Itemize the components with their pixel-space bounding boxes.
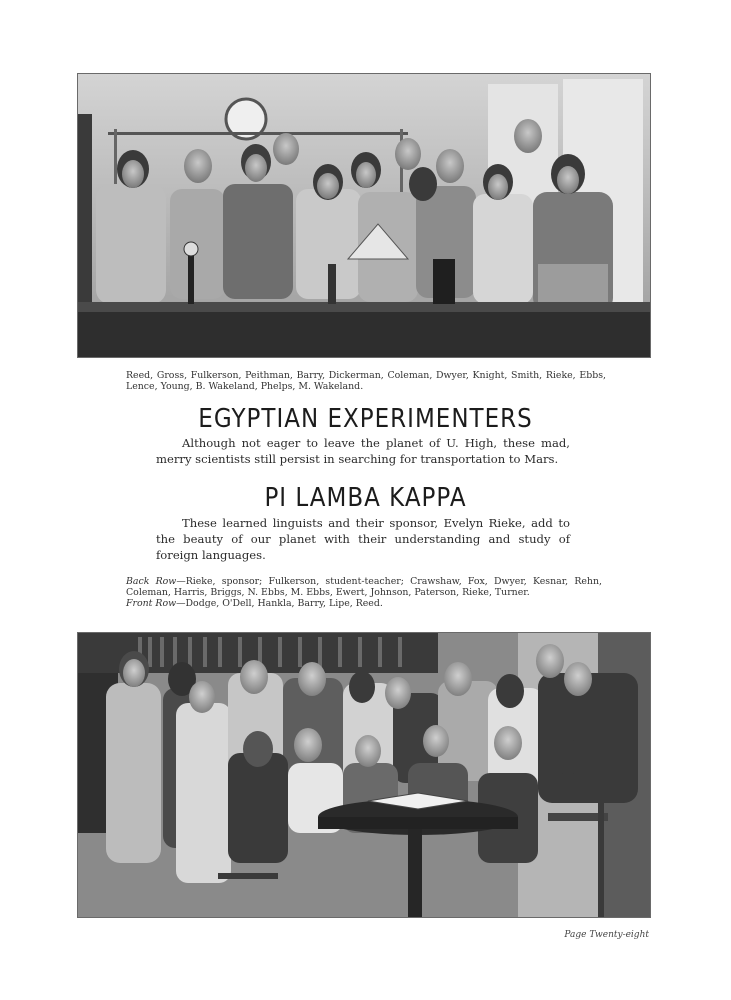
pi-lamba-rows-caption [126,576,602,609]
pi-lamba-description-text: These learned linguists and their sponsor, Evelyn Rieke, add to the beauty of our planet with their understanding and study of foreign languages. [156,516,570,562]
pi-lamba-kappa-heading: PI LAMBA KAPPA [264,483,467,513]
page-number: Page Twenty-eight [564,930,649,940]
experimenters-photo [77,73,651,358]
pi-lamba-kappa-description [156,515,570,563]
front-row-line [126,598,602,609]
front-row-names: —Dodge, O'Dell, Hankla, Barry, Lipe, Reed. [176,598,383,609]
experimenters-photo-image [78,74,650,357]
back-row-names: —Rieke, sponsor; Fulkerson, student-teacher; Crawshaw, Fox, Dwyer, Kesnar, Rehn, Coleman, Harris, Briggs, N. Ebbs, M. Ebbs, Ewert, Johnson, Paterson, Rieke, Turner. [126,576,602,598]
back-row-line [126,576,602,598]
experimenters-names-caption: Reed, Gross, Fulkerson, Peithman, Barry, Dickerman, Coleman, Dwyer, Knight, Smith, Rieke, Ebbs, Lence, Young, B. Wakeland, Phelps, M. Wakeland. [126,370,606,392]
front-row-label: Front Row [126,598,177,609]
back-row-label: Back Row [126,576,177,587]
egyptian-experimenters-heading: EGYPTIAN EXPERIMENTERS [198,404,533,434]
pi-lamba-kappa-photo-image [78,633,650,917]
egyptian-description-text: Although not eager to leave the planet of U. High, these mad, merry scientists still persist in searching for transportation to Mars. [156,436,570,466]
egyptian-experimenters-description [156,435,570,467]
pi-lamba-kappa-photo [77,632,651,918]
